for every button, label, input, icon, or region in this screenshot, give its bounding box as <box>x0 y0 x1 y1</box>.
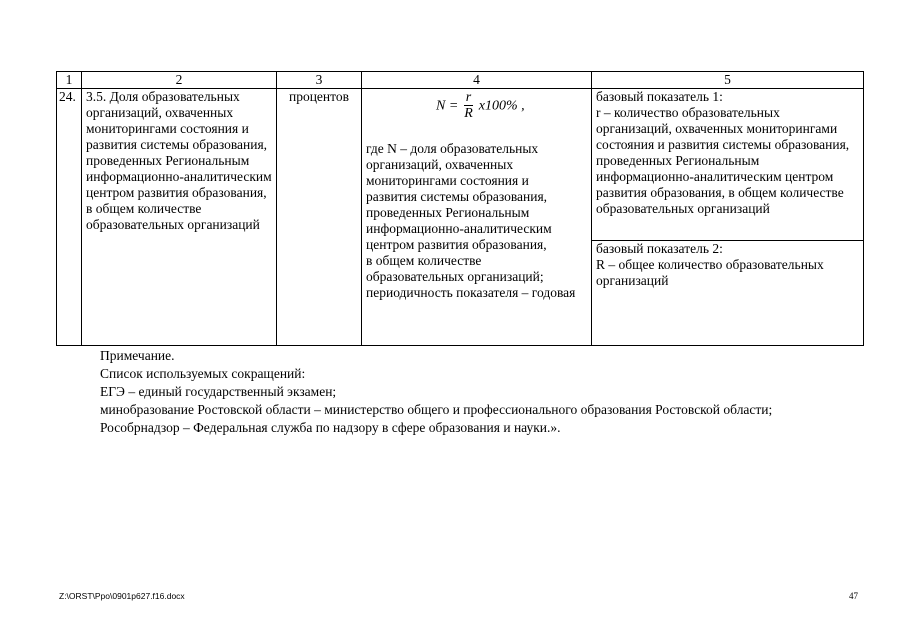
indicator-name <box>82 89 277 346</box>
method-text: где N – доля образовательных организаций, охваченных мониторингами состояния и развития системы образования, проведенных Региональным информационно-аналитическим центром развития образования, в общем количестве образовательных организаций; периодичность показателя – годовая <box>366 141 576 300</box>
note-title: Примечание. <box>100 348 175 363</box>
header-row <box>57 72 864 89</box>
row-number: 24. <box>57 89 82 346</box>
header-cell: 4 <box>362 72 592 89</box>
base-indicators-cell <box>592 89 864 346</box>
indicator-text: 3.5. Доля образовательных организаций, охваченных мониторингами состояния и развития системы образования, проведенных Региональным информационно-аналитическим центром развития образования, в общем количестве образовательных организаций <box>86 89 272 232</box>
table-row <box>57 89 864 346</box>
indicator-table <box>56 71 864 346</box>
unit-cell: процентов <box>277 89 362 346</box>
header-cell: 1 <box>57 72 82 89</box>
note-line: Рособрнадзор – Федеральная служба по надзору в сфере образования и науки.». <box>100 420 561 435</box>
file-path: Z:\ORST\Ppo\0901p627.f16.docx <box>59 591 185 601</box>
formula-numerator: r <box>465 90 472 105</box>
note-line: ЕГЭ – единый государственный экзамен; <box>100 384 337 399</box>
formula-lhs: N = <box>436 98 459 114</box>
header-cell: 3 <box>277 72 362 89</box>
note-line: минобразование Ростовской области – министерство общего и профессионального образования Ростовской области; <box>100 402 773 417</box>
note-line: Список используемых сокращений: <box>100 366 306 381</box>
base-indicator-1: базовый показатель 1: r – количество образовательных организаций, охваченных мониторингами состояния и развития системы образования, проведенных Региональным информационно-аналитическим центром развития образования, в общем количестве образовательных организаций <box>592 89 863 241</box>
formula-denominator: R <box>464 106 473 121</box>
page-number: 47 <box>849 591 858 601</box>
base-indicator-2: базовый показатель 2: R – общее количество образовательных организаций <box>596 241 824 288</box>
method-cell <box>362 89 592 346</box>
formula-rhs: x100% , <box>478 98 525 114</box>
formula <box>366 89 587 141</box>
header-cell: 5 <box>592 72 864 89</box>
formula-fraction <box>464 91 473 122</box>
notes-block <box>100 347 772 437</box>
header-cell: 2 <box>82 72 277 89</box>
